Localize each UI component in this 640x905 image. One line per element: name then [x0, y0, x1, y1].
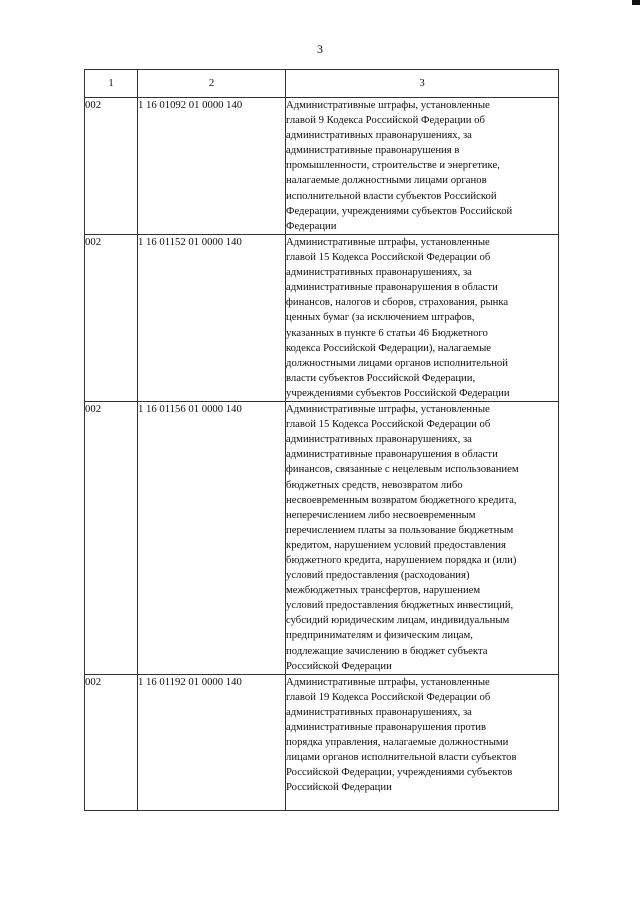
description-line: административных правонарушениях, за: [286, 129, 472, 142]
kbk-code-cell: 1 16 01192 01 0000 140: [138, 674, 286, 810]
kbk-code-cell: 1 16 01092 01 0000 140: [138, 98, 286, 235]
description-line: Административные штрафы, установленные: [286, 403, 490, 416]
description-line: административных правонарушениях, за: [286, 433, 472, 446]
description-line: перечислением платы за пользование бюджетным: [286, 523, 514, 536]
description-cell: [286, 674, 559, 810]
column-header-3: 3: [286, 70, 559, 98]
description-line: административных правонарушениях, за: [286, 266, 472, 279]
description-line: кредитом, нарушением условий предоставления: [286, 538, 506, 551]
description-line: указанных в пункте 6 статьи 46 Бюджетного: [286, 326, 488, 339]
table-row: [85, 674, 559, 810]
description-line: Федерации: [286, 219, 337, 232]
table-row: [85, 402, 559, 675]
description-line: главой 9 Кодекса Российской Федерации об: [286, 114, 485, 127]
description-line: главой 19 Кодекса Российской Федерации об: [286, 690, 491, 703]
description-line: кодекса Российской Федерации), налагаемые: [286, 341, 491, 354]
description-cell: [286, 235, 559, 402]
description-line: исполнительной власти субъектов Российской: [286, 189, 497, 202]
description-line: субсидий юридическим лицам, индивидуальным: [286, 614, 510, 627]
description-line: финансов, связанные с нецелевым использованием: [286, 463, 519, 476]
description-line: бюджетных средств, невозвратом либо: [286, 478, 463, 491]
description-line: Федерации, учреждениями субъектов Российской: [286, 204, 513, 217]
table-header-row: [85, 70, 559, 98]
table-row: [85, 98, 559, 235]
admin-code-cell: 002: [85, 674, 138, 810]
description-line: Российской Федерации: [286, 781, 392, 794]
description-line: ценных бумаг (за исключением штрафов,: [286, 311, 475, 324]
description-line: административных правонарушениях, за: [286, 705, 472, 718]
description-line: административные правонарушения против: [286, 721, 487, 733]
description-line: несвоевременным возвратом бюджетного кредита,: [286, 493, 517, 506]
description-line: подлежащие зачислению в бюджет субъекта: [286, 644, 488, 657]
description-line: порядка управления, налагаемые должностными: [286, 736, 509, 749]
description-line: межбюджетных трансфертов, нарушением: [286, 584, 481, 597]
description-cell: [286, 98, 559, 235]
description-line: условий предоставления (расходования): [286, 569, 470, 582]
description-line: Административные штрафы, установленные: [286, 675, 490, 688]
admin-code-cell: 002: [85, 402, 138, 675]
page-number: 3: [317, 42, 323, 56]
revenue-codes-table: [84, 69, 559, 811]
description-line: предпринимателям и физическим лицам,: [286, 629, 473, 642]
description-line: главой 15 Кодекса Российской Федерации об: [286, 418, 491, 431]
admin-code-cell: 002: [85, 235, 138, 402]
description-line: налагаемые должностными лицами органов: [286, 174, 487, 187]
description-line: бюджетного кредита, нарушением порядка и (или): [286, 553, 517, 566]
scan-corner-mark: [632, 0, 640, 5]
description-line: власти субъектов Российской Федерации,: [286, 371, 476, 384]
description-line: условий предоставления бюджетных инвестиций,: [286, 599, 514, 612]
description-line: должностными лицами органов исполнительной: [286, 356, 508, 369]
column-header-2: 2: [138, 70, 286, 98]
description-line: Российской Федерации: [286, 659, 392, 672]
description-line: промышленности, строительстве и энергетике,: [286, 159, 500, 172]
column-header-1: 1: [85, 70, 138, 98]
description-line: Российской Федерации, учреждениями субъектов: [286, 766, 513, 779]
description-line: финансов, налогов и сборов, страхования, рынка: [286, 296, 509, 309]
description-line: административные правонарушения в: [286, 144, 460, 157]
description-line: административные правонарушения в области: [286, 448, 498, 461]
table-row: [85, 235, 559, 402]
description-line: лицами органов исполнительной власти субъектов: [286, 751, 517, 764]
description-cell: [286, 402, 559, 675]
description-line: учреждениями субъектов Российской Федерации: [286, 386, 510, 399]
description-line: Административные штрафы, установленные: [286, 99, 490, 111]
description-line: главой 15 Кодекса Российской Федерации об: [286, 251, 491, 264]
kbk-code-cell: 1 16 01152 01 0000 140: [138, 235, 286, 402]
description-line: неперечислением либо несвоевременным: [286, 508, 476, 521]
kbk-code-cell: 1 16 01156 01 0000 140: [138, 402, 286, 675]
description-line: Административные штрафы, установленные: [286, 236, 490, 248]
description-line: административные правонарушения в области: [286, 281, 498, 294]
admin-code-cell: 002: [85, 98, 138, 235]
